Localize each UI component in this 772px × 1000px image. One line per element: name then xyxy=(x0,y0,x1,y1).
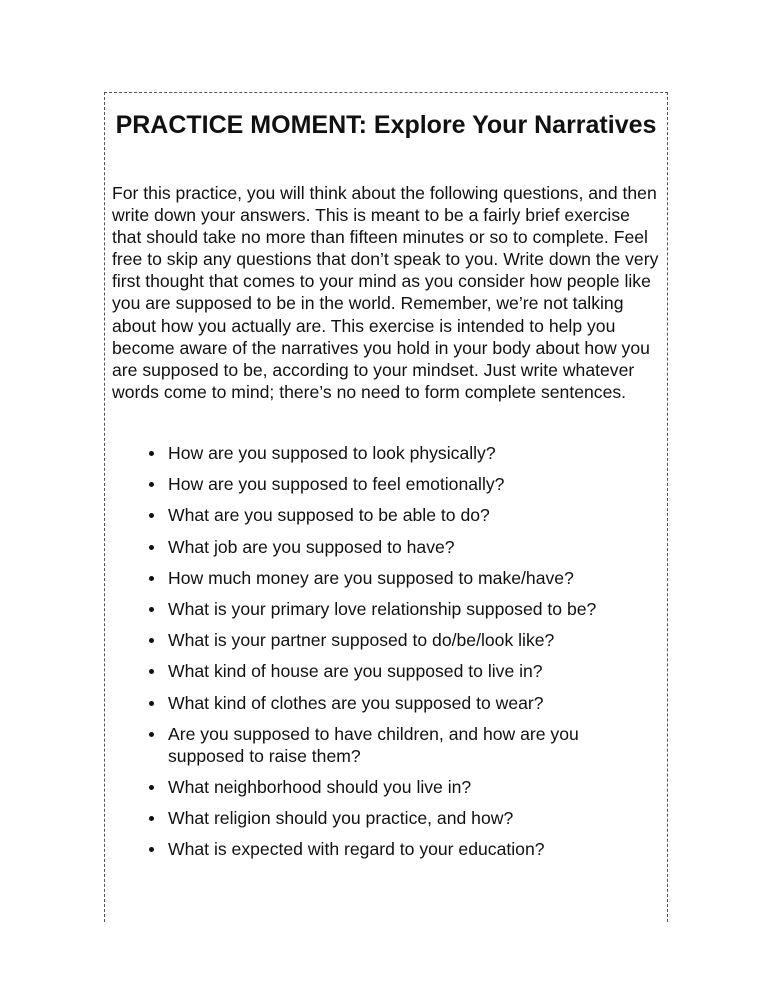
bullet-icon xyxy=(149,701,154,706)
question-text: What is your partner supposed to do/be/look like? xyxy=(168,630,555,651)
list-item xyxy=(168,629,648,651)
list-item xyxy=(168,723,648,767)
question-text: What are you supposed to be able to do? xyxy=(168,505,490,526)
list-item xyxy=(168,504,648,526)
bullet-icon xyxy=(149,545,154,550)
list-item xyxy=(168,536,648,558)
intro-paragraph: For this practice, you will think about the following questions, and then write down your answers. This is meant to be a fairly brief exercise that should take no more than fifteen minutes or so to complete. Feel free to skip any questions that don’t speak to you. Write down the very first thought that comes to your mind as you consider how people like you are supposed to be in the world. Remember, we’re not talking about how you actually are. This exercise is intended to help you become aware of the narratives you hold in your body about how you are supposed to be, according to your mindset. Just write whatever words come to mind; there’s no need to form complete sentences. xyxy=(112,183,659,402)
list-item xyxy=(168,692,648,714)
question-text: What kind of clothes are you supposed to wear? xyxy=(168,692,544,713)
list-item xyxy=(168,473,648,495)
question-text: How much money are you supposed to make/have? xyxy=(168,567,574,588)
question-list xyxy=(168,442,648,870)
bullet-icon xyxy=(149,785,154,790)
question-text: How are you supposed to feel emotionally? xyxy=(168,474,505,495)
question-text: What is your primary love relationship supposed to be? xyxy=(168,598,597,619)
list-item xyxy=(168,838,648,860)
list-item xyxy=(168,567,648,589)
list-item xyxy=(168,807,648,829)
question-text: What job are you supposed to have? xyxy=(168,536,455,557)
bullet-icon xyxy=(149,576,154,581)
bullet-icon xyxy=(149,607,154,612)
list-item xyxy=(168,598,648,620)
question-text: What neighborhood should you live in? xyxy=(168,776,472,797)
list-item xyxy=(168,660,648,682)
question-text: What kind of house are you supposed to live in? xyxy=(168,661,543,682)
bullet-icon xyxy=(149,732,154,737)
question-text: How are you supposed to look physically? xyxy=(168,443,496,463)
bullet-icon xyxy=(149,451,154,456)
page-title: PRACTICE MOMENT: Explore Your Narratives xyxy=(115,111,657,139)
list-item xyxy=(168,776,648,798)
question-text: Are you supposed to have children, and how are you supposed to raise them? xyxy=(168,723,579,766)
question-text: What religion should you practice, and how? xyxy=(168,808,514,829)
question-text: What is expected with regard to your education? xyxy=(168,839,545,860)
list-item xyxy=(168,442,648,464)
